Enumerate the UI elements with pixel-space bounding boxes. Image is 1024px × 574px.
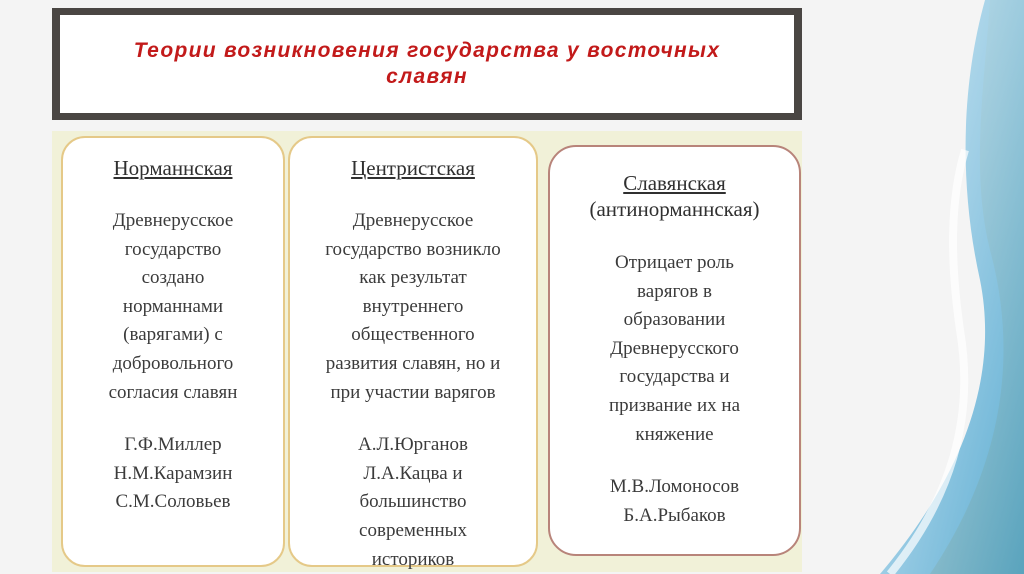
author-name: Б.А.Рыбаков	[623, 504, 726, 526]
theory-description	[63, 207, 283, 407]
description-line: норманнами	[122, 295, 224, 317]
theory-description	[290, 207, 536, 407]
theory-card-norman	[61, 136, 285, 567]
title-banner-inner	[60, 15, 794, 113]
author-name: современных	[359, 519, 467, 541]
theory-description	[550, 249, 799, 449]
theory-title: Славянская	[623, 171, 726, 195]
description-line: княжение	[635, 423, 714, 445]
theory-authors	[290, 431, 536, 574]
description-line: Древнерусского	[610, 337, 739, 359]
description-line: (варягами) с	[123, 324, 223, 346]
description-line: развития славян, но и	[325, 352, 501, 374]
author-name: Н.М.Карамзин	[113, 462, 233, 484]
author-name: Л.А.Кацва и	[363, 462, 463, 484]
author-name: А.Л.Юрганов	[357, 434, 468, 456]
slide-title: Теории возникновения государства у восточных славян	[133, 38, 721, 88]
author-name: большинство	[359, 491, 467, 513]
description-line: Древнерусское	[352, 210, 474, 231]
description-line: Древнерусское	[112, 210, 234, 231]
description-line: при участии варягов	[330, 381, 496, 403]
description-line: общественного	[351, 324, 475, 346]
theory-authors	[63, 431, 283, 517]
author-name: М.В.Ломоносов	[609, 476, 740, 498]
author-name: С.М.Соловьев	[115, 491, 231, 513]
description-line: государства и	[619, 366, 730, 388]
description-line: создано	[141, 267, 205, 289]
description-line: Отрицает роль	[615, 252, 734, 273]
theory-card-slavic	[548, 145, 801, 556]
author-name: Г.Ф.Миллер	[124, 434, 222, 456]
theory-title: Центристская	[351, 156, 475, 180]
author-name: историков	[371, 548, 455, 570]
description-line: согласия славян	[108, 381, 238, 403]
description-line: государство	[124, 238, 222, 260]
theory-title: Норманнская	[113, 156, 233, 180]
description-line: как результат	[359, 267, 467, 289]
description-line: призвание их на	[608, 394, 741, 416]
description-line: внутреннего	[362, 295, 464, 317]
description-line: образовании	[623, 309, 726, 331]
description-line: варягов в	[637, 280, 712, 302]
theory-card-centrist	[288, 136, 538, 570]
description-line: добровольного	[112, 352, 234, 374]
title-banner	[52, 8, 802, 120]
theory-subtitle: (антинорманнская)	[589, 197, 760, 221]
theory-authors	[550, 473, 799, 530]
description-line: государство возникло	[325, 238, 501, 260]
